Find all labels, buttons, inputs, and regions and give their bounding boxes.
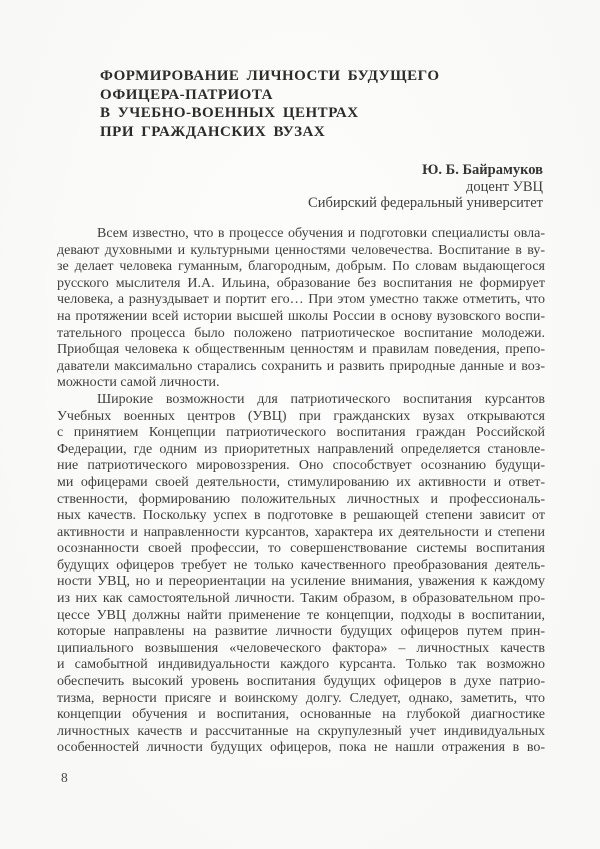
text-line: русского мыслителя И.А. Ильина, образование без воспитания не формирует: [57, 275, 545, 291]
text-line: человека, а разнуздывает и портит его… При этом уместно также отметить, что: [57, 292, 545, 308]
text-line: даватели максимально старались сохранить и развить природные данные и воз-: [57, 358, 545, 374]
text-line: ности УВЦ, но и переориентации на усиление внимания, уважения к каждому: [57, 574, 545, 590]
text-line: активности и направленности курсантов, характера их деятельности и степени: [57, 524, 545, 540]
text-line: ственности, формированию положительных личностных и профессиональ-: [57, 491, 545, 507]
text-line: на протяжении всей истории высшей школы России в основу вузовского воспи-: [57, 308, 545, 324]
text-line: Федерации, где одним из приоритетных направлений определяется становле-: [57, 441, 545, 457]
page-number: 8: [61, 770, 68, 785]
text-line: тательного процесса было положено патриотическое воспитание молодежи.: [57, 325, 545, 341]
text-line: Приобщая человека к общественным ценностям и правилам поведения, препо-: [57, 342, 545, 358]
text-line: Широкие возможности для патриотического воспитания курсантов: [97, 391, 545, 407]
author-affiliation: Сибирский федеральный университет: [308, 195, 543, 211]
article-title-line: ОФИЦЕРА-ПАТРИОТА: [100, 86, 273, 103]
article-title-line: ФОРМИРОВАНИЕ ЛИЧНОСТИ БУДУЩЕГО: [100, 68, 440, 84]
text-line: и самобытной индивидуальности каждого курсанта. Только так возможно: [57, 657, 545, 673]
article-title: [100, 67, 440, 141]
text-line: ципиального возвышения «человеческого фактора» – личностных качеств: [57, 640, 545, 656]
text-line: можности самой личности.: [57, 375, 220, 391]
article-title-line: ПРИ ГРАЖДАНСКИХ ВУЗАХ: [100, 123, 326, 140]
text-line: тизма, верности присяге и воинскому долгу. Следует, однако, заметить, что: [57, 690, 545, 706]
text-line: девают духовными и культурными ценностями человечества. Воспитание в ву-: [57, 242, 545, 258]
text-line: личностных качеств и рассчитанные на скрупулезный учет индивидуальных: [57, 723, 545, 739]
text-line: зе делает человека гуманным, благородным, добрым. По словам выдающегося: [57, 259, 545, 275]
text-line: цессе УВЦ должны найти применение те концепции, подходы в воспитании,: [57, 607, 545, 623]
article-body: [57, 226, 545, 757]
author-block: [308, 162, 543, 212]
text-line: ных качеств. Поскольку успех в подготовке в решающей степени зависит от: [57, 508, 545, 524]
paragraph-1: [57, 226, 545, 392]
text-line: которые направлены на развитие личности будущих офицеров путем прин-: [57, 624, 545, 640]
text-line: Всем известно, что в процессе обучения и подготовки специалисты овла-: [97, 226, 545, 241]
text-line: ние патриотического мировоззрения. Оно способствует осознанию будущи-: [57, 458, 545, 474]
text-line: обеспечить высокий уровень воспитания будущих офицеров в духе патрио-: [57, 674, 545, 690]
text-line: ми офицерами своей деятельности, стимулированию их активности и ответ-: [57, 474, 545, 490]
text-line: будущих офицеров требует не только качественного преобразования деятель-: [57, 557, 545, 573]
article-title-line: В УЧЕБНО-ВОЕННЫХ ЦЕНТРАХ: [100, 105, 359, 121]
author-name: Ю. Б. Байрамуков: [422, 162, 543, 178]
text-line: Учебных военных центров (УВЦ) при гражданских вузах открываются: [57, 408, 545, 424]
paragraph-2: [57, 392, 545, 757]
text-line: особенностей личности будущих офицеров, пока не нашли отражения в во-: [57, 740, 545, 756]
text-line: из них как самостоятельной личности. Таким образом, в образовательном про-: [57, 591, 545, 607]
text-line: осознанности своей профессии, то совершенствование системы воспитания: [57, 541, 545, 557]
author-role: доцент УВЦ: [466, 178, 543, 195]
text-line: концепции обучения и воспитания, основанные на глубокой диагностике: [57, 707, 545, 723]
text-line: с принятием Концепции патриотического воспитания граждан Российской: [57, 425, 545, 441]
